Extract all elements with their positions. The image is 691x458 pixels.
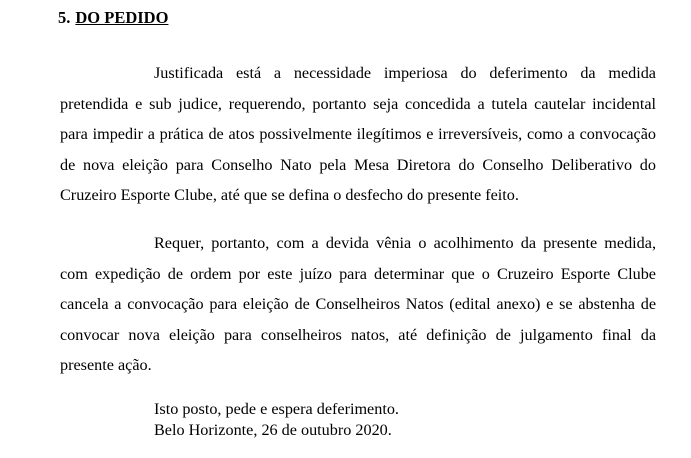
section-number: 5. bbox=[58, 8, 71, 27]
closing-block bbox=[154, 399, 399, 441]
place-date-line: Belo Horizonte, 26 de outubro 2020. bbox=[154, 421, 392, 439]
closing-request-line: Isto posto, pede e espera deferimento. bbox=[154, 400, 399, 418]
section-title: DO PEDIDO bbox=[75, 8, 169, 27]
paragraph-request: Requer, portanto, com a devida vênia o acolhimento da presente medida, com expedição de ordem por este juízo para determinar que o Cruzeiro Esporte Clube cancela a convocação para eleição de Conselheiros Natos (edital anexo) e se abstenha de convocar nova eleição para conselheiros natos, até definição de julgamento final da presente ação. bbox=[60, 234, 656, 374]
paragraph-justification: Justificada está a necessidade imperiosa do deferimento da medida pretendida e sub judice, requerendo, portanto seja concedida a tutela cautelar incidental para impedir a prática de atos possivelmente ilegítimos e irreversíveis, como a convocação de nova eleição para Conselho Nato pela Mesa Diretora do Conselho Deliberativo do Cruzeiro Esporte Clube, até que se defina o desfecho do presente feito. bbox=[60, 64, 656, 204]
section-heading bbox=[58, 7, 168, 29]
